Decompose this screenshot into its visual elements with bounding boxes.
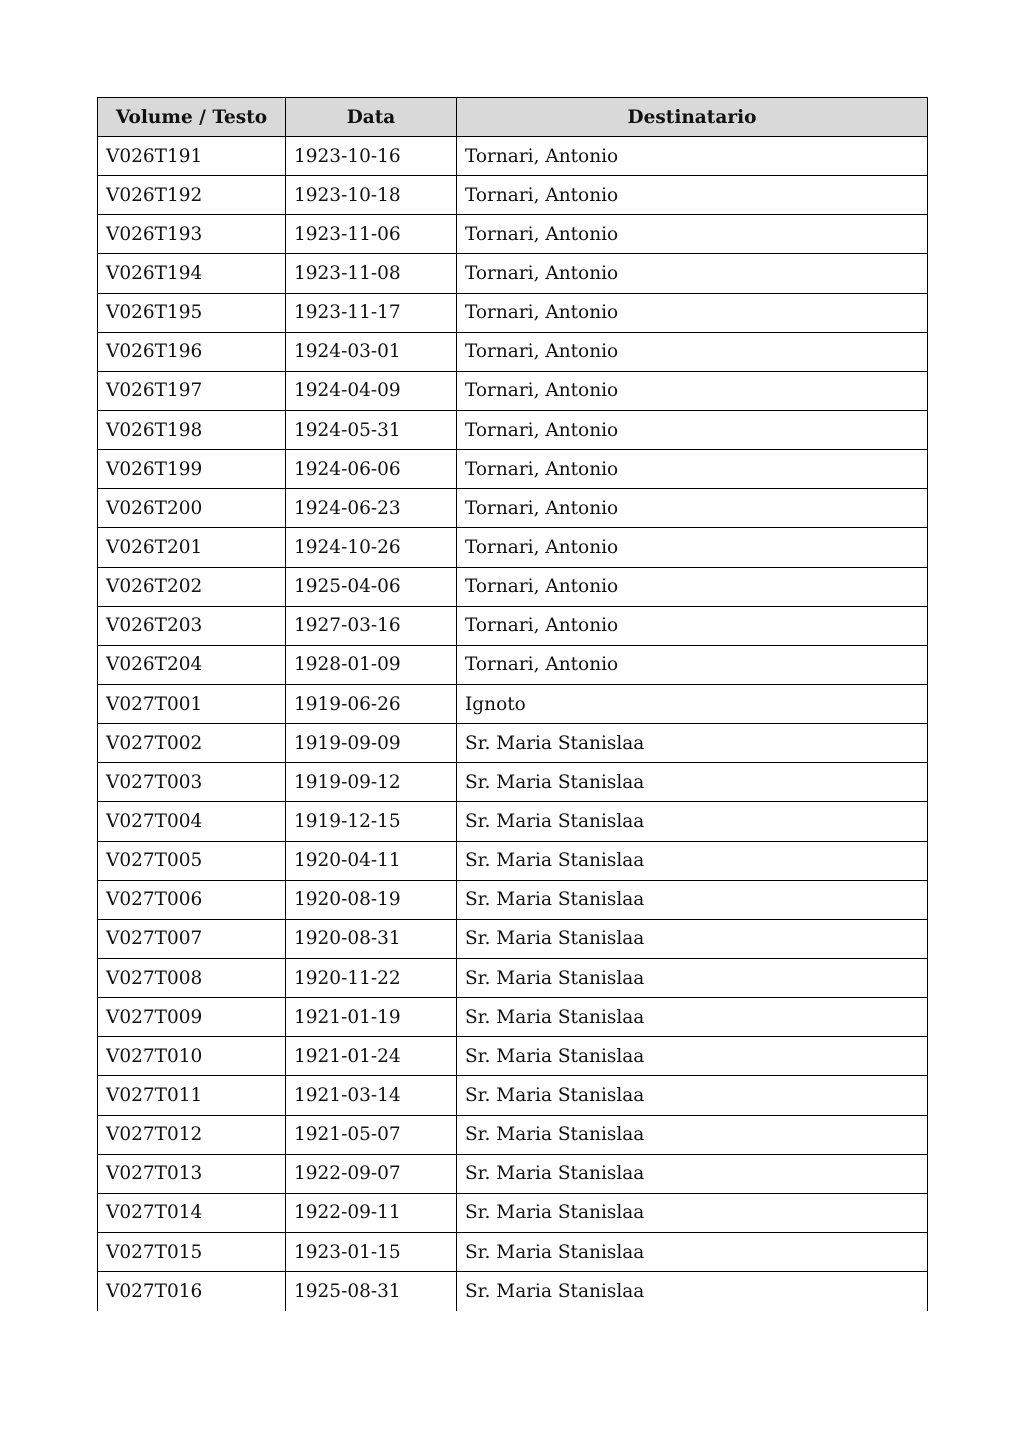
cell-volume-testo: V027T013 (98, 1154, 286, 1193)
cell-data: 1924-03-01 (286, 332, 457, 371)
table-row (98, 1232, 928, 1271)
cell-data: 1925-08-31 (286, 1272, 457, 1311)
cell-volume-testo: V026T191 (98, 137, 286, 176)
cell-data: 1920-08-19 (286, 880, 457, 919)
cell-destinatario: Tornari, Antonio (457, 645, 928, 684)
table-row (98, 645, 928, 684)
cell-data: 1921-05-07 (286, 1115, 457, 1154)
cell-volume-testo: V027T016 (98, 1272, 286, 1311)
cell-data: 1923-10-16 (286, 137, 457, 176)
cell-data: 1924-06-06 (286, 450, 457, 489)
cell-volume-testo: V026T196 (98, 332, 286, 371)
cell-destinatario: Sr. Maria Stanislaa (457, 919, 928, 958)
cell-destinatario: Sr. Maria Stanislaa (457, 1272, 928, 1311)
cell-destinatario: Sr. Maria Stanislaa (457, 958, 928, 997)
cell-data: 1921-03-14 (286, 1076, 457, 1115)
cell-volume-testo: V026T202 (98, 567, 286, 606)
letters-table (97, 97, 928, 1311)
cell-data: 1919-06-26 (286, 684, 457, 723)
header-destinatario: Destinatario (457, 98, 928, 137)
cell-volume-testo: V027T010 (98, 1037, 286, 1076)
cell-data: 1928-01-09 (286, 645, 457, 684)
table-row (98, 998, 928, 1037)
table-row (98, 724, 928, 763)
cell-destinatario: Sr. Maria Stanislaa (457, 1076, 928, 1115)
table-row (98, 410, 928, 449)
cell-volume-testo: V027T004 (98, 802, 286, 841)
cell-data: 1922-09-07 (286, 1154, 457, 1193)
cell-data: 1923-11-06 (286, 215, 457, 254)
table-row (98, 176, 928, 215)
cell-volume-testo: V026T201 (98, 528, 286, 567)
cell-volume-testo: V027T011 (98, 1076, 286, 1115)
cell-volume-testo: V027T006 (98, 880, 286, 919)
table-row (98, 841, 928, 880)
cell-volume-testo: V026T200 (98, 489, 286, 528)
cell-data: 1924-05-31 (286, 410, 457, 449)
cell-destinatario: Sr. Maria Stanislaa (457, 1154, 928, 1193)
cell-destinatario: Tornari, Antonio (457, 293, 928, 332)
table-row (98, 1272, 928, 1311)
cell-data: 1919-09-09 (286, 724, 457, 763)
cell-destinatario: Sr. Maria Stanislaa (457, 724, 928, 763)
table-row (98, 880, 928, 919)
table-row (98, 958, 928, 997)
cell-volume-testo: V027T012 (98, 1115, 286, 1154)
cell-destinatario: Tornari, Antonio (457, 606, 928, 645)
header-volume-testo: Volume / Testo (98, 98, 286, 137)
table-row (98, 802, 928, 841)
cell-data: 1923-11-17 (286, 293, 457, 332)
table-row (98, 332, 928, 371)
table-body (98, 137, 928, 1311)
cell-destinatario: Sr. Maria Stanislaa (457, 1232, 928, 1271)
cell-destinatario: Tornari, Antonio (457, 332, 928, 371)
table-row (98, 1154, 928, 1193)
cell-data: 1920-08-31 (286, 919, 457, 958)
cell-destinatario: Tornari, Antonio (457, 489, 928, 528)
cell-data: 1924-06-23 (286, 489, 457, 528)
cell-volume-testo: V027T001 (98, 684, 286, 723)
cell-destinatario: Sr. Maria Stanislaa (457, 998, 928, 1037)
cell-destinatario: Tornari, Antonio (457, 137, 928, 176)
table-row (98, 254, 928, 293)
cell-volume-testo: V027T015 (98, 1232, 286, 1271)
table-row (98, 293, 928, 332)
cell-destinatario: Ignoto (457, 684, 928, 723)
table-row (98, 1115, 928, 1154)
cell-volume-testo: V027T008 (98, 958, 286, 997)
cell-destinatario: Tornari, Antonio (457, 410, 928, 449)
cell-volume-testo: V026T198 (98, 410, 286, 449)
cell-volume-testo: V026T199 (98, 450, 286, 489)
table-row (98, 1193, 928, 1232)
cell-data: 1923-11-08 (286, 254, 457, 293)
cell-destinatario: Tornari, Antonio (457, 567, 928, 606)
table-row (98, 489, 928, 528)
cell-destinatario: Tornari, Antonio (457, 528, 928, 567)
cell-data: 1920-04-11 (286, 841, 457, 880)
table-row (98, 528, 928, 567)
cell-destinatario: Sr. Maria Stanislaa (457, 1115, 928, 1154)
cell-volume-testo: V026T193 (98, 215, 286, 254)
table-row (98, 606, 928, 645)
table-row (98, 919, 928, 958)
table-row (98, 215, 928, 254)
cell-destinatario: Tornari, Antonio (457, 254, 928, 293)
cell-volume-testo: V027T007 (98, 919, 286, 958)
cell-destinatario: Sr. Maria Stanislaa (457, 1037, 928, 1076)
table-header-row (98, 98, 928, 137)
header-data: Data (286, 98, 457, 137)
cell-destinatario: Sr. Maria Stanislaa (457, 763, 928, 802)
cell-volume-testo: V026T194 (98, 254, 286, 293)
table-row (98, 763, 928, 802)
table-row (98, 137, 928, 176)
cell-data: 1919-12-15 (286, 802, 457, 841)
cell-volume-testo: V027T002 (98, 724, 286, 763)
cell-volume-testo: V026T192 (98, 176, 286, 215)
cell-volume-testo: V027T014 (98, 1193, 286, 1232)
cell-data: 1922-09-11 (286, 1193, 457, 1232)
cell-data: 1920-11-22 (286, 958, 457, 997)
cell-volume-testo: V026T197 (98, 371, 286, 410)
cell-destinatario: Sr. Maria Stanislaa (457, 802, 928, 841)
cell-data: 1924-04-09 (286, 371, 457, 410)
cell-volume-testo: V027T003 (98, 763, 286, 802)
cell-data: 1923-10-18 (286, 176, 457, 215)
cell-data: 1921-01-24 (286, 1037, 457, 1076)
cell-data: 1925-04-06 (286, 567, 457, 606)
cell-data: 1921-01-19 (286, 998, 457, 1037)
table-row (98, 450, 928, 489)
cell-destinatario: Tornari, Antonio (457, 450, 928, 489)
cell-volume-testo: V027T009 (98, 998, 286, 1037)
table-row (98, 684, 928, 723)
cell-volume-testo: V026T203 (98, 606, 286, 645)
cell-destinatario: Sr. Maria Stanislaa (457, 1193, 928, 1232)
cell-volume-testo: V026T195 (98, 293, 286, 332)
table-row (98, 567, 928, 606)
cell-destinatario: Sr. Maria Stanislaa (457, 880, 928, 919)
table-row (98, 1076, 928, 1115)
table-row (98, 371, 928, 410)
cell-destinatario: Tornari, Antonio (457, 176, 928, 215)
table-row (98, 1037, 928, 1076)
cell-destinatario: Tornari, Antonio (457, 215, 928, 254)
cell-data: 1919-09-12 (286, 763, 457, 802)
cell-volume-testo: V026T204 (98, 645, 286, 684)
cell-volume-testo: V027T005 (98, 841, 286, 880)
cell-data: 1924-10-26 (286, 528, 457, 567)
cell-data: 1927-03-16 (286, 606, 457, 645)
cell-data: 1923-01-15 (286, 1232, 457, 1271)
cell-destinatario: Tornari, Antonio (457, 371, 928, 410)
cell-destinatario: Sr. Maria Stanislaa (457, 841, 928, 880)
